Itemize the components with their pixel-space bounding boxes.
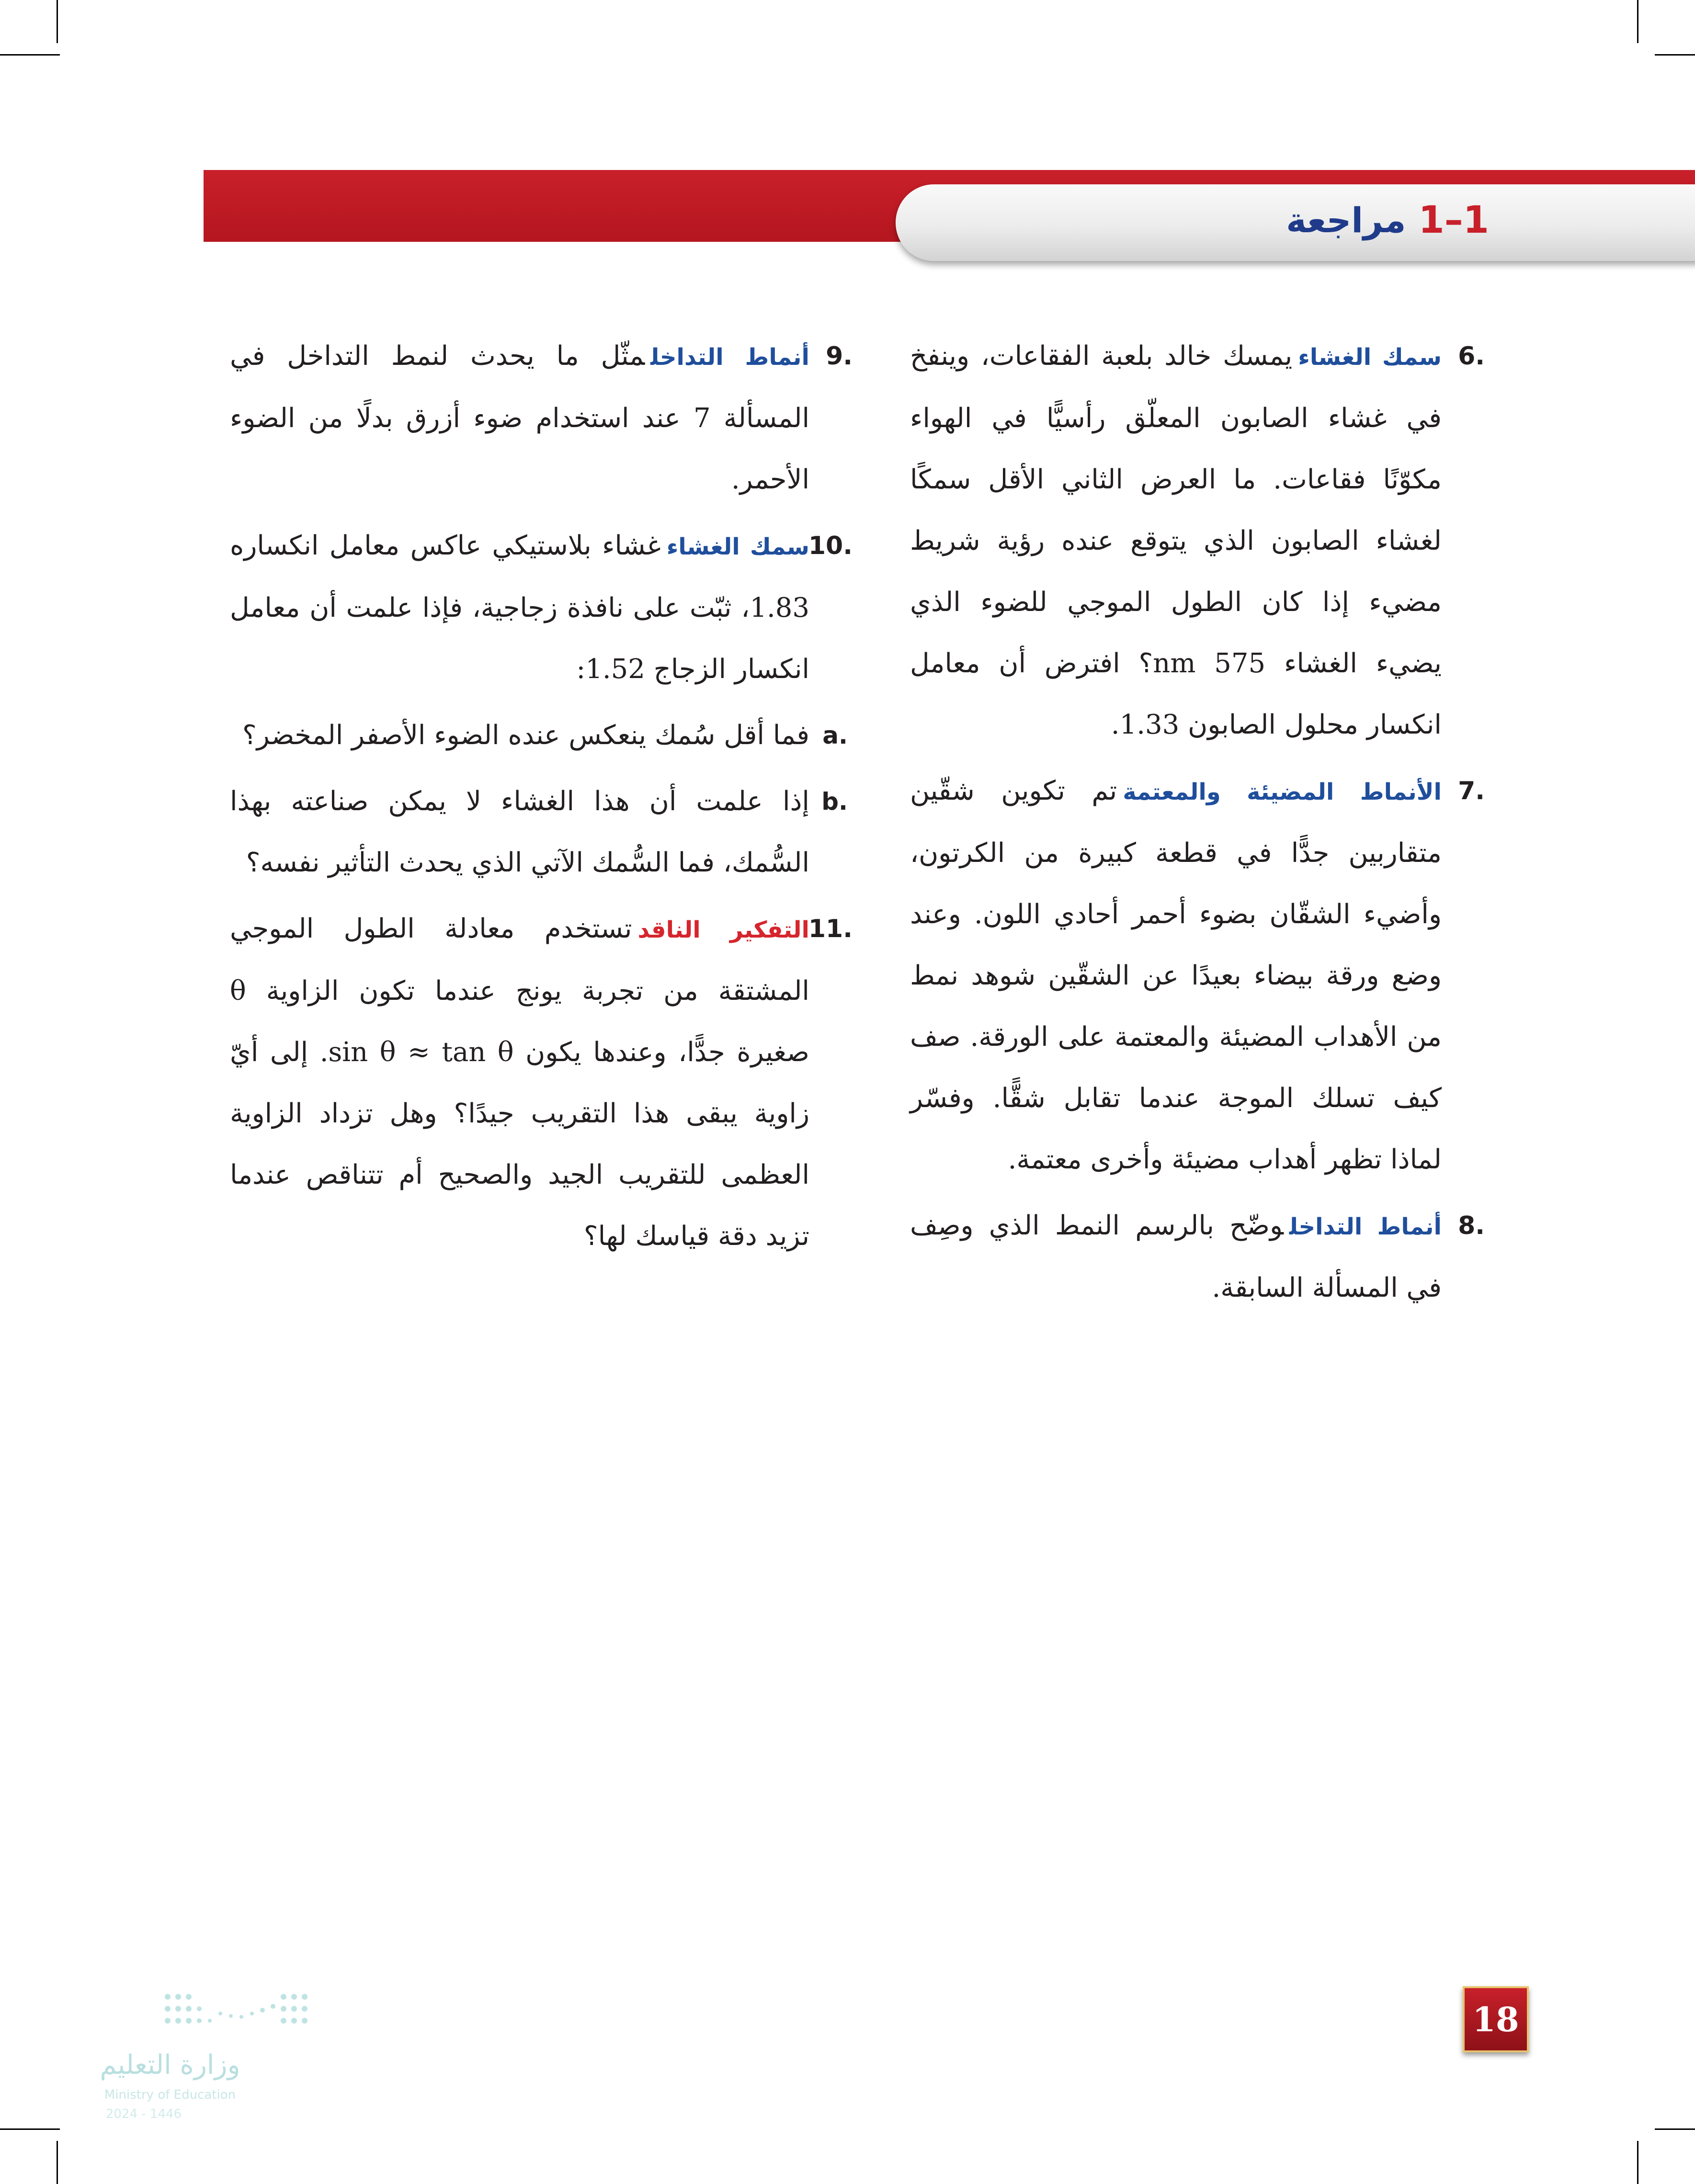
question-6 [910, 326, 1485, 756]
question-text: تستخدم معادلة الطول الموجي المشتقة من تجربة يونج عندما تكون الزاوية θ صغيرة جدًّا، وعندها يكون sin θ ≈ tan θ. إلى أيّ زاوية يبقى هذا التقريب جيدًا؟ وهل تزداد الزاوية العظمى للتقريب الجيد والصحيح أم تتناقص عندما تزيد دقة قياسك لها؟ [230, 913, 809, 1252]
question-number: 10. [808, 532, 853, 560]
section-title: مراجعة [1286, 200, 1406, 240]
crop-mark [57, 2141, 58, 2184]
ministry-name: وزارة التعليم [100, 2049, 240, 2081]
part-text: فما أقل سُمك ينعكس عنده الضوء الأصفر المخضر؟ [242, 720, 809, 751]
ministry-name-en: Ministry of Education [104, 2088, 236, 2102]
question-8 [910, 1195, 1485, 1319]
crop-mark [1655, 54, 1695, 56]
question-label: التفكير الناقد [637, 917, 809, 943]
right-column [910, 326, 1485, 1324]
part-letter: a. [822, 722, 848, 749]
question-label: سمك الغشاء [1298, 344, 1442, 371]
section-number: 1–1 [1418, 199, 1489, 242]
question-number: 8. [1458, 1211, 1485, 1240]
question-label: سمك الغشاء [666, 533, 809, 560]
crop-mark [57, 0, 58, 43]
question-text: تم تكوين شقّين متقاربين جدًّا في قطعة كبيرة من الكرتون، وأضيء الشقّان بضوء أحمر أحادي اللون. وعند وضع ورقة بيضاء بعيدًا عن الشقّين شوهد نمط من الأهداب المضيئة والمعتمة على الورقة. صف كيف تسلك الموجة عندما تقابل شقًّا. وفسّر لماذا تظهر أهداب مضيئة وأخرى معتمة. [910, 775, 1442, 1175]
ministry-dots-icon [163, 1987, 316, 2040]
question-number: 7. [1458, 777, 1485, 805]
crop-mark [0, 54, 60, 56]
section-heading [1286, 194, 1489, 247]
crop-mark [1637, 0, 1638, 43]
question-10-part-b [230, 771, 848, 894]
ministry-year: 2024 - 1446 [105, 2107, 182, 2121]
crop-mark [1637, 2141, 1638, 2184]
question-text: يمسك خالد بلعبة الفقاعات، وينفخ في غشاء الصابون المعلّق رأسيًّا في الهواء مكوّنًا فقاعات. ما العرض الثاني الأقل سمكًا لغشاء الصابون الذي يتوقع عنده رؤية شريط مضيء إذا كان الطول الموجي للضوء الذي يضيء الغشاء 575 nm؟ افترض أن معامل انكسار محلول الصابون 1.33. [910, 340, 1442, 740]
question-number: 6. [1458, 342, 1485, 371]
question-9 [230, 326, 853, 510]
question-text: مثّل ما يحدث لنمط التداخل في المسألة 7 عند استخدام ضوء أزرق بدلًا من الضوء الأحمر. [230, 340, 810, 495]
question-10 [230, 515, 853, 700]
question-text: وضّح بالرسم النمط الذي وصِف في المسألة السابقة. [910, 1210, 1442, 1303]
crop-mark [1655, 2128, 1695, 2130]
question-11 [230, 898, 853, 1267]
question-7 [910, 760, 1485, 1190]
part-letter: b. [821, 788, 848, 815]
left-column [230, 326, 853, 1272]
page-number: 18 [1463, 1986, 1529, 2052]
crop-mark [0, 2128, 60, 2130]
question-number: 9. [826, 342, 853, 371]
question-label: أنماط التداخل [1289, 1213, 1442, 1240]
part-text: إذا علمت أن هذا الغشاء لا يمكن صناعته بهذا السُّمك، فما السُّمك الآتي الذي يحدث التأثير نفسه؟ [230, 786, 809, 878]
question-number: 11. [808, 915, 853, 943]
ministry-logo [91, 1987, 321, 2131]
question-text: غشاء بلاستيكي عاكس معامل انكساره 1.83، ثبّت على نافذة زجاجية، فإذا علمت أن معامل انكسار الزجاج 1.52: [230, 530, 809, 685]
question-10-part-a [230, 705, 848, 766]
question-label: الأنماط المضيئة والمعتمة [1123, 779, 1442, 805]
question-label: أنماط التداخل [650, 344, 809, 371]
